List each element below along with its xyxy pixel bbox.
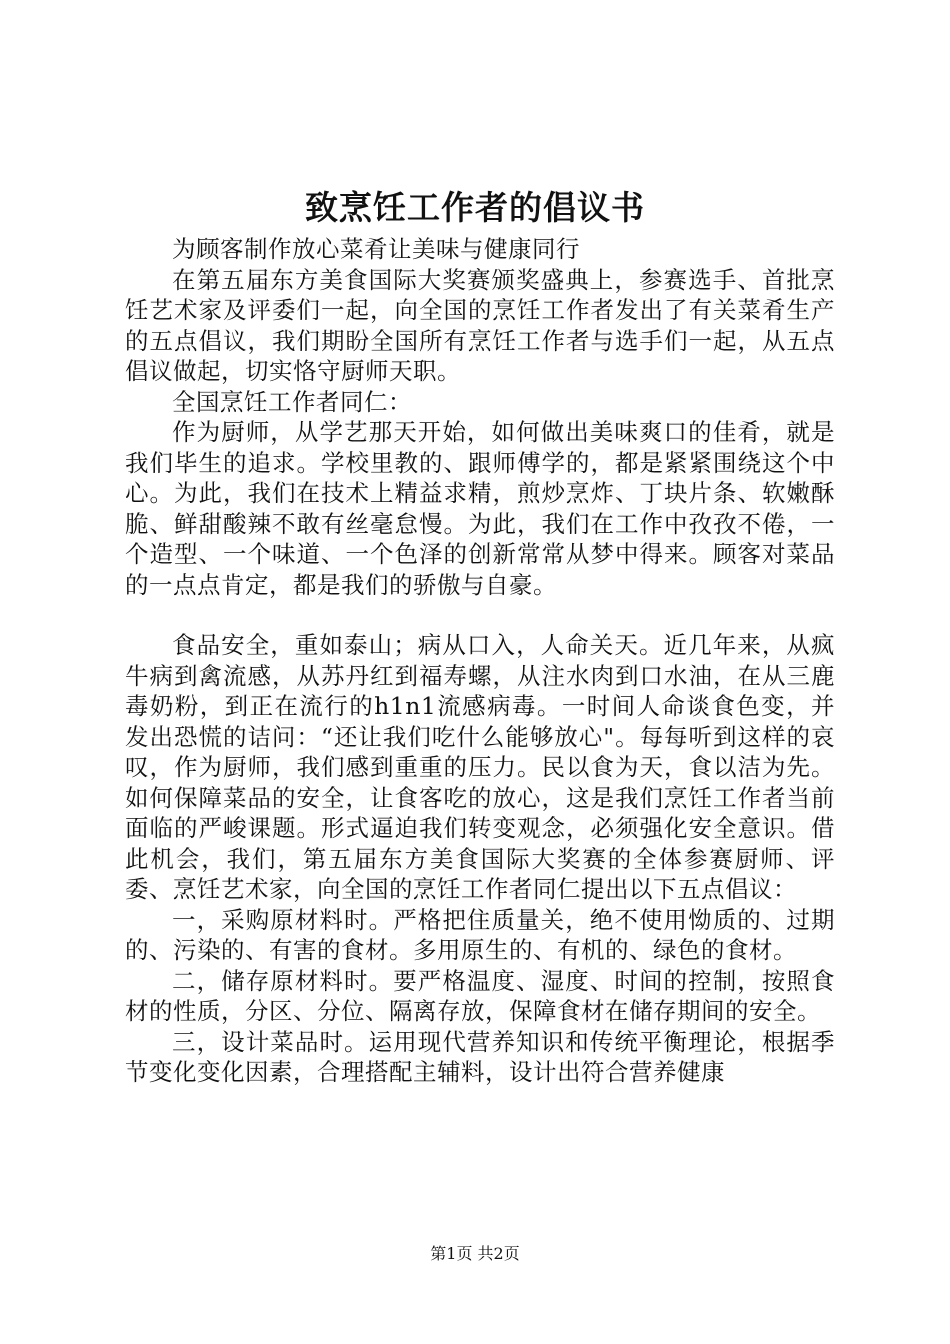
document-body (125, 234, 835, 1088)
proposal-item: 三，设计菜品时。运用现代营养知识和传统平衡理论，根据季节变化变化因素，合理搭配主辅料，设计出符合营养健康 (125, 1027, 835, 1086)
document-title: 致烹饪工作者的倡议书 (305, 188, 645, 227)
page-footer: 第1页 共2页 (430, 1244, 520, 1263)
intro-paragraph: 在第五届东方美食国际大奖赛颁奖盛典上，参赛选手、首批烹饪艺术家及评委们一起，向全国的烹饪工作者发出了有关菜肴生产的五点倡议，我们期盼全国所有烹饪工作者与选手们一起，从五点倡议做起，切实恪守厨师天职。 (125, 265, 835, 385)
salutation-paragraph: 全国烹饪工作者同仁： (172, 387, 412, 416)
body-paragraph: 食品安全，重如泰山；病从口入，人命关天。近几年来，从疯牛病到禽流感，从苏丹红到福寿螺，从注水肉到口水油，在从三鹿毒奶粉，到正在流行的h1n1流感病毒。一时间人命谈食色变，并发出恐慌的诘问：“还让我们吃什么能够放心"。每每听到这样的哀叹，作为厨师，我们感到重重的压力。民以食为天，食以洁为先。如何保障菜品的安全，让食客吃的放心，这是我们烹饪工作者当前面临的严峻课题。形式逼迫我们转变观念，必须强化安全意识。借此机会，我们，第五届东方美食国际大奖赛的全体参赛厨师、评委、烹饪艺术家，向全国的烹饪工作者同仁提出以下五点倡议： (125, 631, 835, 903)
proposal-item: 一，采购原材料时。严格把住质量关，绝不使用怮质的、过期的、污染的、有害的食材。多用原生的、有机的、绿色的食材。 (125, 905, 835, 964)
body-paragraph: 作为厨师，从学艺那天开始，如何做出美味爽口的佳肴，就是我们毕生的追求。学校里教的、跟师傅学的，都是紧紧围绕这个中心。为此，我们在技术上精益求精，煎炒烹炸、丁块片条、软嫩酥脆、鲜甜酸辣不敢有丝毫怠慢。为此，我们在工作中孜孜不倦，一个造型、一个味道、一个色泽的创新常常从梦中得来。顾客对菜品的一点点肯定，都是我们的骄傲与自豪。 (125, 418, 835, 599)
proposal-item: 二，储存原材料时。要严格温度、湿度、时间的控制，按照食材的性质，分区、分位、隔离存放，保障食材在储存期间的安全。 (125, 966, 835, 1025)
subtitle-paragraph: 为顾客制作放心菜肴让美味与健康同行 (172, 235, 580, 263)
